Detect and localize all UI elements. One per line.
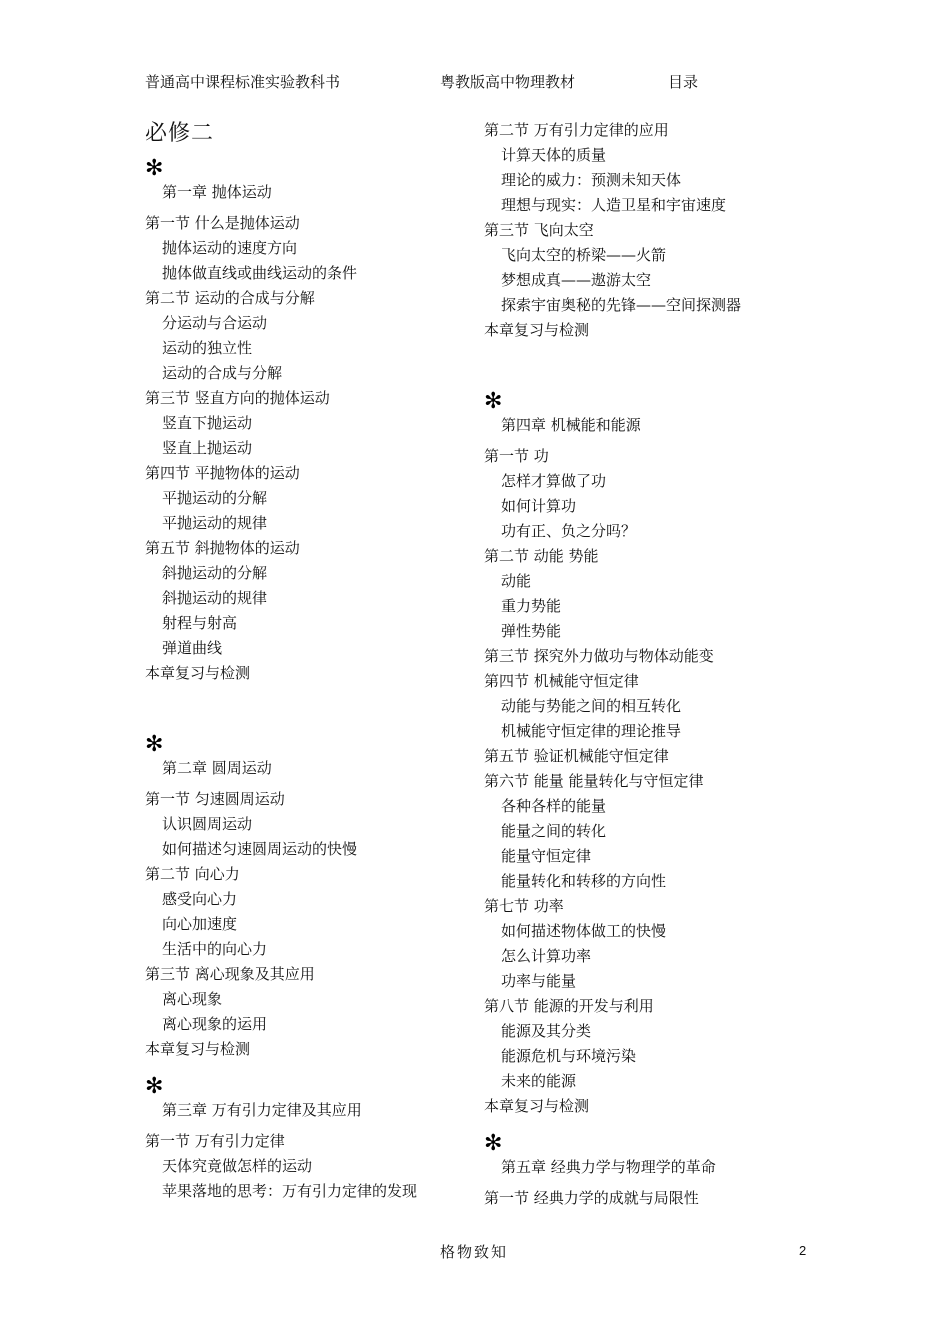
toc-subsection: 功率与能量 — [501, 972, 577, 990]
toc-section: 第八节 能源的开发与利用 — [484, 997, 654, 1015]
toc-subsection: 怎么计算功率 — [501, 947, 592, 965]
toc-subsection: 能量转化和转移的方向性 — [501, 872, 667, 890]
toc-section: 第二节 万有引力定律的应用 — [484, 121, 669, 139]
chapter-star-icon: ✻ — [145, 1074, 164, 1099]
header-section-label: 目录 — [668, 73, 699, 91]
chapter-5-items — [484, 1186, 804, 1211]
toc-subsection: 生活中的向心力 — [162, 940, 268, 958]
page-number: 2 — [799, 1243, 807, 1258]
toc-subsection: 飞向太空的桥梁——火箭 — [501, 246, 667, 264]
chapter-title: 第一章 抛体运动 — [162, 183, 272, 201]
toc-subsection: 能量之间的转化 — [501, 822, 607, 840]
chapter-star-icon: ✻ — [145, 732, 164, 757]
volume-title: 必修二 — [145, 121, 215, 146]
toc-section: 第五节 验证机械能守恒定律 — [484, 747, 669, 765]
toc-section: 第六节 能量 能量转化与守恒定律 — [484, 772, 704, 790]
toc-chapter-review: 本章复习与检测 — [145, 1040, 251, 1058]
toc-subsection: 运动的合成与分解 — [162, 364, 283, 382]
chapter-2-items — [145, 787, 465, 1062]
toc-chapter-review: 本章复习与检测 — [484, 1097, 590, 1115]
toc-right-column — [484, 118, 804, 1211]
toc-section: 第二节 动能 势能 — [484, 547, 599, 565]
toc-subsection: 离心现象 — [162, 990, 223, 1008]
toc-subsection: 运动的独立性 — [162, 339, 253, 357]
toc-subsection: 斜抛运动的规律 — [162, 589, 268, 607]
chapter-4-items — [484, 444, 804, 1119]
toc-subsection: 抛体做直线或曲线运动的条件 — [162, 264, 358, 282]
chapter-star-icon: ✻ — [145, 156, 164, 181]
toc-subsection: 理论的威力：预测未知天体 — [501, 171, 682, 189]
toc-section: 第三节 竖直方向的抛体运动 — [145, 389, 330, 407]
header-series-title: 普通高中课程标准实验教科书 — [145, 73, 341, 91]
toc-subsection: 计算天体的质量 — [501, 146, 607, 164]
toc-subsection: 重力势能 — [501, 597, 562, 615]
toc-subsection: 平抛运动的分解 — [162, 489, 268, 507]
toc-section: 第四节 平抛物体的运动 — [145, 464, 300, 482]
toc-subsection: 如何描述匀速圆周运动的快慢 — [162, 840, 358, 858]
toc-chapter-review: 本章复习与检测 — [145, 664, 251, 682]
toc-subsection: 向心加速度 — [162, 915, 238, 933]
chapter-3-items-left — [145, 1129, 465, 1204]
toc-subsection: 竖直下抛运动 — [162, 414, 253, 432]
toc-subsection: 竖直上抛运动 — [162, 439, 253, 457]
page-header — [0, 71, 950, 93]
toc-section: 第四节 机械能守恒定律 — [484, 672, 639, 690]
toc-subsection: 机械能守恒定律的理论推导 — [501, 722, 682, 740]
toc-section: 第七节 功率 — [484, 897, 564, 915]
footer-motto: 格物致知 — [440, 1243, 509, 1261]
toc-section: 第五节 斜抛物体的运动 — [145, 539, 300, 557]
toc-subsection: 各种各样的能量 — [501, 797, 607, 815]
toc-section: 第一节 经典力学的成就与局限性 — [484, 1189, 699, 1207]
toc-subsection: 能源危机与环境污染 — [501, 1047, 637, 1065]
toc-section: 第三节 飞向太空 — [484, 221, 594, 239]
toc-subsection: 苹果落地的思考：万有引力定律的发现 — [162, 1182, 418, 1200]
chapter-title: 第四章 机械能和能源 — [501, 416, 641, 434]
toc-subsection: 动能与势能之间的相互转化 — [501, 697, 682, 715]
header-book-title: 粤教版高中物理教材 — [440, 73, 576, 91]
toc-subsection: 如何描述物体做工的快慢 — [501, 922, 667, 940]
chapter-title: 第三章 万有引力定律及其应用 — [162, 1101, 362, 1119]
toc-subsection: 未来的能源 — [501, 1072, 577, 1090]
toc-subsection: 射程与射高 — [162, 614, 238, 632]
toc-subsection: 斜抛运动的分解 — [162, 564, 268, 582]
toc-section: 第二节 运动的合成与分解 — [145, 289, 315, 307]
toc-section: 第一节 匀速圆周运动 — [145, 790, 285, 808]
chapter-star-icon: ✻ — [484, 389, 503, 414]
toc-subsection: 动能 — [501, 572, 532, 590]
toc-section: 第三节 探究外力做功与物体动能变 — [484, 647, 714, 665]
toc-subsection: 功有正、负之分吗？ — [501, 522, 637, 540]
toc-subsection: 平抛运动的规律 — [162, 514, 268, 532]
chapter-star-icon: ✻ — [484, 1131, 503, 1156]
chapter-1-items — [145, 211, 465, 686]
toc-section: 第二节 向心力 — [145, 865, 240, 883]
toc-left-column — [145, 118, 465, 1204]
toc-section: 第一节 什么是抛体运动 — [145, 214, 300, 232]
toc-subsection: 认识圆周运动 — [162, 815, 253, 833]
toc-subsection: 探索宇宙奥秘的先锋——空间探测器 — [501, 296, 742, 314]
toc-subsection: 理想与现实：人造卫星和宇宙速度 — [501, 196, 727, 214]
toc-subsection: 能源及其分类 — [501, 1022, 592, 1040]
toc-subsection: 分运动与合运动 — [162, 314, 268, 332]
toc-subsection: 感受向心力 — [162, 890, 238, 908]
chapter-title: 第五章 经典力学与物理学的革命 — [501, 1158, 716, 1176]
toc-section: 第一节 功 — [484, 447, 549, 465]
toc-subsection: 抛体运动的速度方向 — [162, 239, 298, 257]
toc-section: 第一节 万有引力定律 — [145, 1132, 285, 1150]
chapter-title: 第二章 圆周运动 — [162, 759, 272, 777]
toc-chapter-review: 本章复习与检测 — [484, 321, 590, 339]
toc-subsection: 如何计算功 — [501, 497, 577, 515]
toc-section: 第三节 离心现象及其应用 — [145, 965, 315, 983]
toc-subsection: 弹性势能 — [501, 622, 562, 640]
toc-subsection: 能量守恒定律 — [501, 847, 592, 865]
toc-subsection: 怎样才算做了功 — [501, 472, 607, 490]
toc-subsection: 离心现象的运用 — [162, 1015, 268, 1033]
toc-subsection: 天体究竟做怎样的运动 — [162, 1157, 313, 1175]
toc-subsection: 弹道曲线 — [162, 639, 223, 657]
chapter-3-items-right — [484, 118, 804, 343]
toc-subsection: 梦想成真——遨游太空 — [501, 271, 652, 289]
